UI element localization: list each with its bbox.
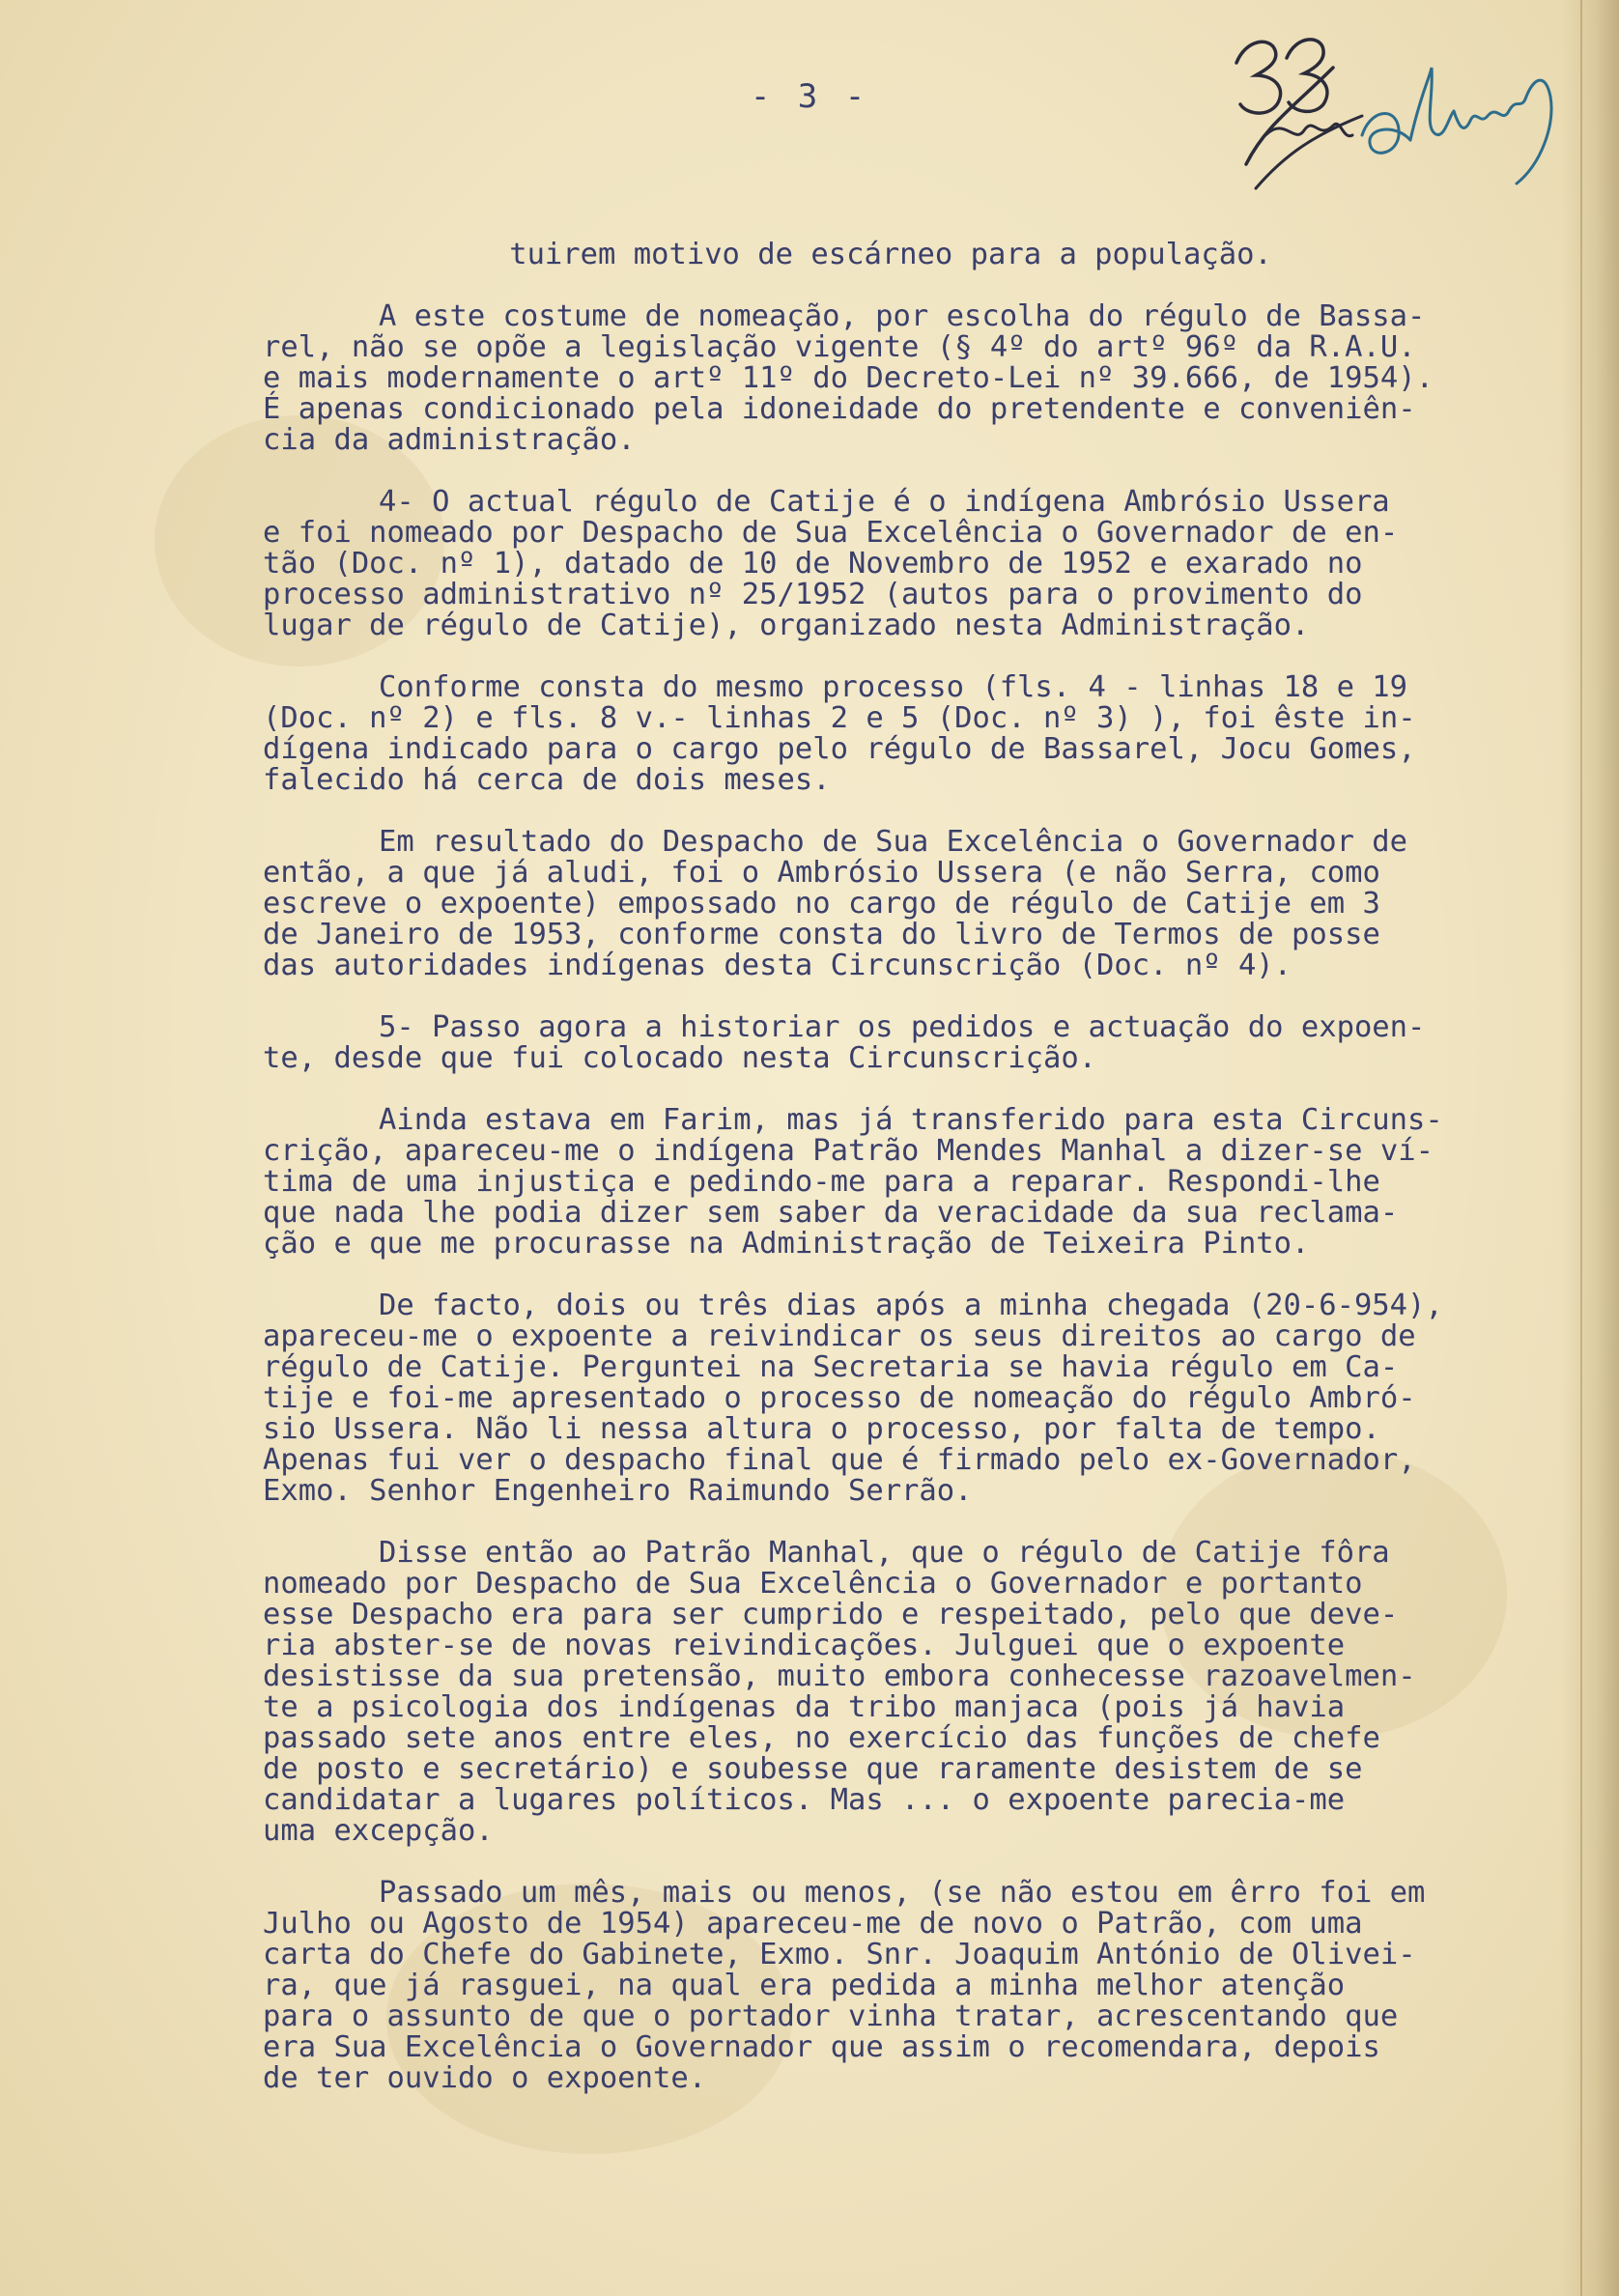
text-line: tima de uma injustiça e pedindo-me para a reparar. Respondi-lhe <box>263 1165 1380 1199</box>
text-line: que nada lhe podia dizer sem saber da veracidade da sua reclama- <box>263 1196 1399 1230</box>
text-line: tuirem motivo de escárneo para a população. <box>509 238 1272 271</box>
handwritten-annotation <box>1227 19 1575 213</box>
text-line: te, desde que fui colocado nesta Circunscrição. <box>263 1041 1097 1075</box>
text-line: (Doc. nº 2) e fls. 8 v.- linhas 2 e 5 (Doc. nº 3) ), foi êste in- <box>263 701 1416 735</box>
text-line: candidatar a lugares políticos. Mas ... o expoente parecia-me <box>263 1783 1346 1817</box>
text-line: processo administrativo nº 25/1952 (autos para o provimento do <box>263 578 1363 611</box>
text-line: te a psicologia dos indígenas da tribo manjaca (pois já havia <box>263 1690 1346 1724</box>
letter-body <box>263 240 1519 2125</box>
text-line: ra, que já rasguei, na qual era pedida a minha melhor atenção <box>263 1969 1346 2002</box>
page-edge-shadow <box>1561 0 1619 2296</box>
text-line: Apenas fui ver o despacho final que é firmado pelo ex-Governador, <box>263 1443 1416 1477</box>
text-line: 5- Passo agora a historiar os pedidos e actuação do expoen- <box>379 1010 1426 1044</box>
text-line: das autoridades indígenas desta Circunscrição (Doc. nº 4). <box>263 949 1292 982</box>
text-line: É apenas condicionado pela idoneidade do pretendente e conveniên- <box>263 392 1416 426</box>
ink-signature <box>1454 97 1526 128</box>
text-line: ria abster-se de novas reivindicações. Julguei que o expoente <box>263 1629 1346 1662</box>
paragraph-8 <box>263 1290 1519 1507</box>
text-line: lugar de régulo de Catije), organizado nesta Administração. <box>263 609 1310 642</box>
text-line: passado sete anos entre eles, no exercício das funções de chefe <box>263 1721 1380 1755</box>
paragraph-7 <box>263 1105 1519 1260</box>
text-line: esse Despacho era para ser cumprido e respeitado, pelo que deve- <box>263 1598 1399 1631</box>
text-line: então, a que já aludi, foi o Ambrósio Ussera (e não Serra, como <box>263 856 1380 890</box>
text-line: Julho ou Agosto de 1954) apareceu-me de novo o Patrão, com uma <box>263 1907 1363 1941</box>
text-line: escreve o expoente) empossado no cargo de régulo de Catije em 3 <box>263 887 1380 921</box>
paragraph-6 <box>263 1012 1519 1074</box>
text-line: cia da administração. <box>263 423 636 457</box>
text-line: crição, apareceu-me o indígena Patrão Mendes Manhal a dizer-se ví- <box>263 1134 1434 1168</box>
paragraph-10 <box>263 1878 1519 2094</box>
paragraph-4 <box>263 672 1519 796</box>
paragraph-5 <box>263 827 1519 981</box>
text-line: Conforme consta do mesmo processo (fls. 4 - linhas 18 e 19 <box>379 670 1408 704</box>
text-line: dígena indicado para o cargo pelo régulo de Bassarel, Jocu Gomes, <box>263 732 1416 766</box>
text-line: carta do Chefe do Gabinete, Exmo. Snr. Joaquim António de Olivei- <box>263 1938 1416 1971</box>
text-line: de ter ouvido o expoente. <box>263 2061 707 2095</box>
text-line: Passado um mês, mais ou menos, (se não estou em êrro foi em <box>379 1876 1426 1910</box>
text-line: Ainda estava em Farim, mas já transferido para esta Circuns- <box>379 1103 1443 1137</box>
paragraph-9 <box>263 1538 1519 1847</box>
text-line: falecido há cerca de dois meses. <box>263 763 831 797</box>
text-line: A este costume de nomeação, por escolha do régulo de Bassa- <box>379 299 1426 333</box>
text-line: rel, não se opõe a legislação vigente (§ 4º do artº 96º da R.A.U. <box>263 330 1416 364</box>
handwritten-number-33 <box>1287 40 1327 112</box>
ink-signature <box>1362 114 1410 154</box>
paragraph-3 <box>263 487 1519 641</box>
text-line: De facto, dois ou três dias após a minha chegada (20-6-954), <box>379 1289 1443 1322</box>
paragraph-1 <box>263 240 1519 270</box>
text-line: uma excepção. <box>263 1814 494 1848</box>
ink-signature <box>1410 68 1454 140</box>
text-line: para o assunto de que o portador vinha tratar, acrescentando que <box>263 1999 1399 2033</box>
handwritten-number-33 <box>1236 42 1281 113</box>
paragraph-2 <box>263 301 1519 456</box>
text-line: era Sua Excelência o Governador que assim o recomendara, depois <box>263 2030 1380 2064</box>
text-line: tije e foi-me apresentado o processo de nomeação do régulo Ambró- <box>263 1381 1416 1415</box>
ink-signature <box>1517 80 1551 184</box>
text-line: ção e que me procurasse na Administração de Teixeira Pinto. <box>263 1227 1310 1261</box>
page-number: - 3 - <box>750 77 869 116</box>
text-line: desistisse da sua pretensão, muito embora conhecesse razoavelmen- <box>263 1659 1416 1693</box>
text-line: 4- O actual régulo de Catije é o indígena Ambrósio Ussera <box>379 485 1390 519</box>
text-line: Disse então ao Patrão Manhal, que o régulo de Catije fôra <box>379 1536 1390 1570</box>
text-line: de posto e secretário) e soubesse que raramente desistem de se <box>263 1752 1363 1786</box>
text-line: nomeado por Despacho de Sua Excelência o Governador e portanto <box>263 1567 1363 1601</box>
page-edge-line <box>1580 0 1582 2296</box>
text-line: tão (Doc. nº 1), datado de 10 de Novembro de 1952 e exarado no <box>263 547 1363 581</box>
text-line: Exmo. Senhor Engenheiro Raimundo Serrão. <box>263 1474 973 1508</box>
text-line: régulo de Catije. Perguntei na Secretaria se havia régulo em Ca- <box>263 1350 1399 1384</box>
pencil-initials <box>1246 68 1333 164</box>
text-line: apareceu-me o expoente a reivindicar os seus direitos ao cargo de <box>263 1319 1416 1353</box>
text-line: Em resultado do Despacho de Sua Excelência o Governador de <box>379 825 1408 859</box>
text-line: e foi nomeado por Despacho de Sua Excelência o Governador de en- <box>263 516 1399 550</box>
text-line: sio Ussera. Não li nessa altura o processo, por falta de tempo. <box>263 1412 1380 1446</box>
text-line: e mais modernamente o artº 11º do Decreto-Lei nº 39.666, de 1954). <box>263 361 1434 395</box>
text-line: de Janeiro de 1953, conforme consta do livro de Termos de posse <box>263 918 1380 951</box>
